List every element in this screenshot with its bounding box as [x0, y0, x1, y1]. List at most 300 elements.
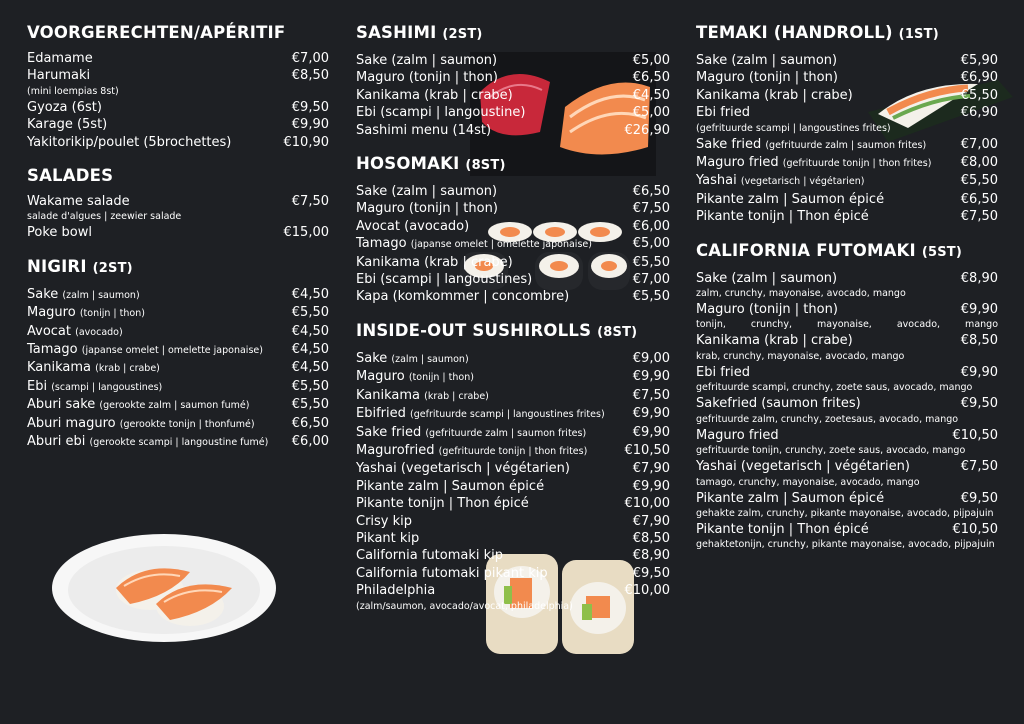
menu-item-subtitle: (gerookte tonijn | thonfumé): [119, 418, 255, 430]
menu-item-price: €10,00: [624, 583, 670, 599]
section-quantity: (8ST): [465, 158, 506, 174]
menu-item-name-wrap: [356, 405, 605, 423]
menu-item-subtitle: (gefrituurde zalm | saumon frites): [425, 427, 587, 439]
menu-item-price: €5,50: [291, 378, 329, 394]
menu-item-subtitle: (avocado): [75, 326, 123, 338]
menu-item-price: €9,50: [960, 396, 998, 412]
menu-item-name: Maguro (tonijn | thon): [696, 70, 838, 86]
menu-item: [696, 332, 998, 349]
menu-item-name: Maguro (tonijn | thon): [356, 201, 498, 217]
menu-item-subtitle: (japanse omelet | omelette japonaise): [410, 239, 592, 251]
menu-item: [356, 87, 670, 104]
menu-item-name: Wakame salade: [27, 194, 130, 210]
nigiri-plate-photo: [50, 532, 278, 644]
menu-item-subtitle: (zalm | saumon): [391, 353, 469, 365]
section-quantity: (5ST): [921, 244, 962, 260]
menu-item: [356, 104, 670, 121]
menu-item: [696, 52, 998, 69]
menu-item: [356, 69, 670, 86]
menu-item-name-wrap: [356, 387, 489, 405]
menu-item-name-wrap: [696, 521, 869, 538]
menu-item-name-wrap: [27, 224, 92, 241]
menu-item-name: Sake: [27, 286, 59, 302]
menu-item-description: (gefrituurde scampi | langoustines frites): [696, 122, 891, 134]
menu-item-price: €7,50: [291, 194, 329, 210]
menu-item-price: €4,50: [291, 323, 329, 339]
menu-item-name: Gyoza (6st): [27, 99, 102, 115]
menu-item: [696, 490, 998, 507]
menu-column-1: [27, 22, 329, 466]
section-title: [356, 22, 670, 46]
menu-section: [356, 320, 670, 614]
menu-item-name-wrap: [27, 116, 107, 133]
menu-item-price: €5,00: [632, 105, 670, 121]
section-title: [696, 240, 998, 264]
menu-item-price: €9,90: [291, 117, 329, 133]
menu-item-name: Yashai (vegetarisch | végétarien): [696, 459, 910, 475]
menu-item-price: €6,00: [291, 434, 329, 450]
menu-item: [27, 433, 329, 451]
menu-item-name-wrap: [696, 69, 838, 86]
menu-item-price: €4,50: [291, 286, 329, 302]
menu-item-name-wrap: [356, 271, 532, 288]
menu-item-name: Ebi (scampi | langoustines): [356, 272, 533, 288]
menu-section: [27, 22, 329, 151]
menu-item-name-wrap: [696, 458, 910, 475]
menu-item-name-wrap: [356, 582, 435, 599]
menu-item-price: €6,50: [960, 191, 998, 207]
menu-item-name-wrap: [356, 350, 469, 368]
menu-item-price: €9,90: [632, 369, 670, 385]
menu-item: [696, 427, 998, 444]
menu-item-name-wrap: [696, 208, 869, 225]
section-title: [696, 22, 998, 46]
menu-item: [356, 368, 670, 386]
menu-item: [27, 193, 329, 210]
menu-item-price: €5,50: [291, 305, 329, 321]
menu-item-name: Sake fried: [696, 136, 762, 152]
section-title: [356, 153, 670, 177]
menu-item-price: €10,50: [952, 427, 998, 443]
menu-item-name: Avocat: [27, 323, 71, 339]
menu-item-name-wrap: [356, 69, 498, 86]
menu-item-name-wrap: [27, 341, 263, 359]
menu-item: [356, 478, 670, 495]
menu-item: [356, 122, 670, 139]
menu-item: [356, 288, 670, 305]
menu-item: [356, 513, 670, 530]
menu-item: [27, 134, 329, 151]
menu-item-name: Kanikama (krab | crabe): [696, 87, 853, 103]
menu-item: [696, 395, 998, 412]
menu-item-price: €7,90: [632, 513, 670, 529]
menu-item: [696, 364, 998, 381]
menu-item-name-wrap: [27, 67, 90, 84]
menu-item-name-wrap: [27, 134, 231, 151]
menu-item: [696, 87, 998, 104]
menu-item-name-wrap: [27, 286, 140, 304]
menu-item-price: €5,50: [960, 173, 998, 189]
menu-item-name: Harumaki: [27, 68, 91, 84]
menu-item-name-wrap: [696, 136, 926, 154]
menu-item-price: €7,00: [291, 51, 329, 66]
menu-item-subtitle: (gefrituurde zalm | saumon frites): [765, 139, 927, 151]
menu-item: [356, 254, 670, 271]
menu-item-price: €7,50: [960, 459, 998, 475]
menu-section: [696, 22, 998, 226]
menu-item-name: Avocat (avocado): [356, 218, 470, 234]
menu-item: [356, 183, 670, 200]
menu-item-subtitle: (tonijn | thon): [408, 372, 474, 384]
menu-item-name-wrap: [27, 378, 162, 396]
menu-item-name: Maguro: [27, 305, 76, 321]
menu-item-name: Kanikama (krab | crabe): [356, 87, 513, 103]
menu-item-price: €10,50: [952, 521, 998, 537]
menu-item-name-wrap: [356, 547, 503, 564]
menu-item-subtitle: (krab | crabe): [95, 363, 160, 375]
menu-item-name-wrap: [356, 513, 412, 530]
menu-item-price: €6,90: [960, 105, 998, 121]
menu-item-price: €5,50: [960, 87, 998, 103]
menu-item-name: Sakefried (saumon frites): [696, 396, 861, 412]
menu-item-name: Sake (zalm | saumon): [696, 270, 838, 286]
menu-item-description: gefrituurde zalm, crunchy, zoetesaus, avocado, mango: [696, 413, 959, 425]
menu-item-name: Kapa (komkommer | concombre): [356, 289, 570, 305]
menu-item-price: €7,50: [632, 201, 670, 217]
menu-item-name: Poke bowl: [27, 225, 92, 241]
menu-item-name-wrap: [696, 191, 884, 208]
menu-item-price: €26,90: [624, 122, 670, 138]
menu-item: [27, 224, 329, 241]
menu-item-name: Yashai (vegetarisch | végétarien): [356, 461, 570, 477]
menu-item: [27, 116, 329, 133]
menu-item-price: €9,50: [632, 565, 670, 581]
menu-item-name-wrap: [696, 104, 750, 121]
menu-item-price: €7,50: [960, 209, 998, 225]
menu-item-description: (mini loempias 8st): [27, 85, 119, 97]
menu-item: [356, 424, 670, 442]
section-title-text: SALADES: [27, 166, 114, 186]
menu-item-name-wrap: [27, 433, 268, 451]
menu-section: [27, 165, 329, 242]
menu-item-price: €4,50: [291, 360, 329, 376]
menu-item-subtitle: (scampi | langoustines): [51, 381, 163, 393]
menu-item-name: Kanikama (krab | crabe): [356, 254, 513, 270]
menu-item-price: €8,00: [960, 155, 998, 171]
menu-item-subtitle: (tonijn | thon): [79, 308, 145, 320]
menu-item-name-wrap: [356, 460, 570, 477]
menu-item-name-wrap: [356, 288, 569, 305]
menu-item: [27, 341, 329, 359]
menu-item-price: €10,00: [624, 496, 670, 512]
menu-item-name-wrap: [356, 104, 525, 121]
menu-item: [27, 415, 329, 433]
menu-item: [27, 67, 329, 84]
menu-item-price: €15,00: [283, 225, 329, 241]
menu-item-subtitle: (krab | crabe): [424, 390, 489, 402]
section-quantity: (1ST): [898, 27, 939, 42]
menu-item-name-wrap: [356, 530, 419, 547]
menu-column-2: [356, 22, 670, 628]
menu-item-name-wrap: [27, 193, 130, 210]
section-title: [27, 165, 329, 187]
menu-item-description: salade d'algues | zeewier salade: [27, 211, 182, 223]
menu-item-name: Kanikama (krab | crabe): [696, 333, 853, 349]
menu-item-price: €7,50: [632, 387, 670, 403]
menu-item-price: €9,90: [632, 478, 670, 494]
menu-item-price: €8,90: [632, 548, 670, 564]
menu-item-name: Sake (zalm | saumon): [696, 53, 838, 68]
menu-item-description: gefrituurde scampi, crunchy, zoete saus, avocado, mango: [696, 382, 973, 394]
menu-item: [356, 405, 670, 423]
menu-item-subtitle: (zalm | saumon): [62, 289, 140, 301]
menu-item: [27, 304, 329, 322]
menu-item-name-wrap: [696, 154, 931, 172]
menu-item-name: Pikant kip: [356, 530, 420, 546]
menu-item-price: €5,00: [632, 236, 670, 252]
menu-item-description: tonijn, crunchy, mayonaise, avocado, mango: [696, 319, 998, 331]
menu-item: [696, 270, 998, 287]
menu-item-name-wrap: [696, 364, 750, 381]
menu-item-name-wrap: [356, 235, 592, 253]
menu-item-name: Maguro (tonijn | thon): [356, 70, 498, 86]
menu-item-name-wrap: [27, 50, 93, 67]
section-title-text: INSIDE-OUT SUSHIROLLS: [356, 320, 592, 340]
menu-item-price: €5,90: [960, 53, 998, 68]
section-title-text: TEMAKI (HANDROLL): [696, 23, 893, 42]
section-title-text: NIGIRI: [27, 256, 87, 276]
menu-item: [356, 547, 670, 564]
menu-item-name: Pikante tonijn | Thon épicé: [356, 496, 529, 512]
menu-item-price: €5,50: [632, 289, 670, 305]
menu-item: [356, 350, 670, 368]
menu-item: [27, 323, 329, 341]
menu-item-price: €9,00: [632, 350, 670, 366]
menu-item: [27, 359, 329, 377]
menu-item-name-wrap: [27, 304, 145, 322]
menu-item-name-wrap: [696, 395, 861, 412]
menu-item: [696, 208, 998, 225]
menu-item-name: California futomaki kip: [356, 548, 504, 564]
menu-item-name-wrap: [356, 218, 469, 235]
section-title: [27, 256, 329, 280]
menu-item-name: Ebifried: [356, 406, 406, 422]
menu-item-name-wrap: [27, 396, 249, 414]
menu-item-name: Ebi fried: [696, 105, 750, 121]
menu-item: [696, 136, 998, 154]
menu-item: [696, 104, 998, 121]
menu-item-name: Karage (5st): [27, 117, 108, 133]
menu-item-subtitle: (gefrituurde scampi | langoustines frites): [410, 409, 605, 421]
menu-item: [356, 530, 670, 547]
section-title-text: HOSOMAKI: [356, 154, 460, 174]
menu-item-description: tamago, crunchy, mayonaise, avocado, mango: [696, 476, 920, 488]
menu-item: [356, 495, 670, 512]
menu-item-name-wrap: [356, 183, 497, 200]
menu-item-price: €6,50: [632, 184, 670, 200]
menu-item-price: €9,90: [960, 364, 998, 380]
menu-item-name-wrap: [27, 415, 255, 433]
menu-item-name-wrap: [27, 323, 123, 341]
menu-item: [696, 172, 998, 190]
menu-item-name: Maguro fried: [696, 155, 779, 171]
menu-item-description: gehakte zalm, crunchy, pikante mayonaise, avocado, pijpajuin: [696, 507, 994, 519]
menu-item-name: Maguro (tonijn | thon): [696, 302, 838, 318]
menu-item-name: Pikante zalm | Saumon épicé: [696, 490, 885, 506]
menu-item-price: €6,00: [632, 218, 670, 234]
menu-item-price: €10,90: [283, 134, 329, 150]
menu-item-name: Philadelphia: [356, 583, 436, 599]
menu-item-name: Tamago: [27, 342, 78, 358]
menu-section: [696, 240, 998, 553]
menu-item: [696, 458, 998, 475]
menu-item-price: €8,90: [960, 270, 998, 286]
menu-section: [27, 256, 329, 452]
menu-item-price: €6,50: [632, 70, 670, 86]
menu-item-name-wrap: [356, 565, 548, 582]
menu-item-price: €4,50: [291, 342, 329, 358]
menu-item-price: €9,90: [632, 406, 670, 422]
menu-item-name: Kanikama: [27, 360, 92, 376]
menu-item: [356, 271, 670, 288]
menu-item-price: €5,50: [632, 254, 670, 270]
menu-item-name-wrap: [696, 490, 884, 507]
menu-item-name: Sake (zalm | saumon): [356, 53, 498, 68]
menu-item-name-wrap: [27, 99, 102, 116]
menu-item-name: Pikante tonijn | Thon épicé: [696, 521, 869, 537]
menu-item-name-wrap: [356, 122, 491, 139]
menu-item-price: €9,90: [960, 302, 998, 318]
menu-item-price: €8,50: [960, 333, 998, 349]
menu-item-price: €9,50: [291, 99, 329, 115]
menu-item-price: €8,50: [291, 68, 329, 84]
menu-item-description: krab, crunchy, mayonaise, avocado, mango: [696, 350, 905, 362]
menu-item-price: €7,90: [632, 461, 670, 477]
menu-item-name-wrap: [356, 200, 498, 217]
section-quantity: (2ST): [92, 260, 133, 276]
menu-item-name: Aburi sake: [27, 397, 96, 413]
menu-item-price: €6,90: [960, 70, 998, 86]
menu-item-name-wrap: [696, 52, 837, 69]
menu-item-name-wrap: [696, 301, 838, 318]
section-quantity: (2ST): [442, 27, 483, 42]
menu-item-price: €5,50: [291, 397, 329, 413]
menu-item-name: Sake (zalm | saumon): [356, 184, 498, 200]
menu-item-name-wrap: [356, 495, 529, 512]
menu-item-subtitle: (gefrituurde tonijn | thon frites): [438, 445, 588, 457]
menu-item-name-wrap: [696, 427, 779, 444]
menu-item-name: Edamame: [27, 51, 93, 66]
menu-item-name-wrap: [27, 359, 160, 377]
menu-item: [696, 69, 998, 86]
menu-item-description: gehaktetonijn, crunchy, pikante mayonaise, avocado, pijpajuin: [696, 539, 995, 551]
menu-item: [27, 286, 329, 304]
menu-item-name: Pikante tonijn | Thon épicé: [696, 209, 869, 225]
menu-item: [696, 301, 998, 318]
menu-item-price: €10,50: [624, 442, 670, 458]
menu-item-name-wrap: [356, 87, 513, 104]
menu-item-subtitle: (gerookte zalm | saumon fumé): [99, 400, 250, 412]
menu-item-name-wrap: [356, 478, 544, 495]
menu-item-price: €7,00: [632, 272, 670, 288]
menu-section: [356, 153, 670, 306]
menu-item-name: Maguro: [356, 369, 405, 385]
menu-item: [27, 50, 329, 67]
section-title: [27, 22, 329, 44]
menu-item-name: Aburi maguro: [27, 415, 116, 431]
menu-item-price: €4,50: [632, 87, 670, 103]
menu-item-subtitle: (gerookte scampi | langoustine fumé): [89, 437, 269, 449]
menu-item-name: Sashimi menu (14st): [356, 122, 492, 138]
menu-item-name-wrap: [696, 172, 864, 190]
menu-item-name: Magurofried: [356, 442, 435, 458]
section-title: [356, 320, 670, 344]
menu-item: [356, 235, 670, 253]
menu-item-name: Maguro fried: [696, 427, 779, 443]
menu-item-name-wrap: [356, 368, 474, 386]
menu-item: [356, 387, 670, 405]
menu-item-price: €5,00: [632, 53, 670, 68]
menu-item-name-wrap: [356, 442, 587, 460]
menu-item: [356, 582, 670, 599]
menu-item-name: Aburi ebi: [27, 434, 86, 450]
menu-item-name: Sake fried: [356, 424, 422, 440]
menu-item: [27, 396, 329, 414]
menu-item: [356, 442, 670, 460]
menu-item: [356, 52, 670, 69]
menu-item-name: Sake: [356, 350, 388, 366]
menu-item-name-wrap: [356, 254, 513, 271]
menu-item: [356, 565, 670, 582]
menu-item: [356, 460, 670, 477]
menu-item-name: Tamago: [356, 236, 407, 252]
menu-item-description: zalm, crunchy, mayonaise, avocado, mango: [696, 288, 906, 300]
menu-item-name: Pikante zalm | Saumon épicé: [356, 478, 545, 494]
menu-item-name: Yakitorikip/poulet (5brochettes): [27, 134, 232, 150]
menu-item-name: Ebi (scampi | langoustine): [356, 105, 526, 121]
menu-item: [27, 378, 329, 396]
menu-item-name: Yashai: [696, 173, 737, 189]
menu-item-name-wrap: [356, 52, 497, 69]
menu-item: [696, 154, 998, 172]
section-title-text: VOORGERECHTEN/APÉRITIF: [27, 23, 286, 42]
menu-item-price: €8,50: [632, 530, 670, 546]
menu-item: [356, 218, 670, 235]
menu-item-name: California futomaki pikant kip: [356, 565, 548, 581]
menu-item-subtitle: (japanse omelet | omelette japonaise): [81, 345, 263, 357]
menu-section: [356, 22, 670, 139]
menu-item-subtitle: (vegetarisch | végétarien): [740, 176, 865, 188]
menu-item-name-wrap: [696, 270, 837, 287]
menu-item: [356, 200, 670, 217]
section-title-text: SASHIMI: [356, 23, 437, 42]
menu-item-name: Ebi: [27, 378, 48, 394]
menu-item-name: Ebi fried: [696, 364, 750, 380]
menu-item-name: Crisy kip: [356, 513, 413, 529]
menu-item-price: €9,50: [960, 490, 998, 506]
section-quantity: (8ST): [597, 324, 638, 340]
menu-column-3: [696, 22, 998, 566]
menu-item-description: gefrituurde tonijn, crunchy, zoete saus, avocado, mango: [696, 445, 966, 457]
menu-item-name-wrap: [696, 332, 853, 349]
menu-item: [27, 99, 329, 116]
menu-item-name-wrap: [356, 424, 586, 442]
menu-item-name: Pikante zalm | Saumon épicé: [696, 191, 885, 207]
menu-item-price: €6,50: [291, 415, 329, 431]
menu-item: [696, 521, 998, 538]
menu-item-price: €7,00: [960, 136, 998, 152]
menu-item-description: (zalm/saumon, avocado/avocat, philadelphia): [356, 600, 573, 612]
